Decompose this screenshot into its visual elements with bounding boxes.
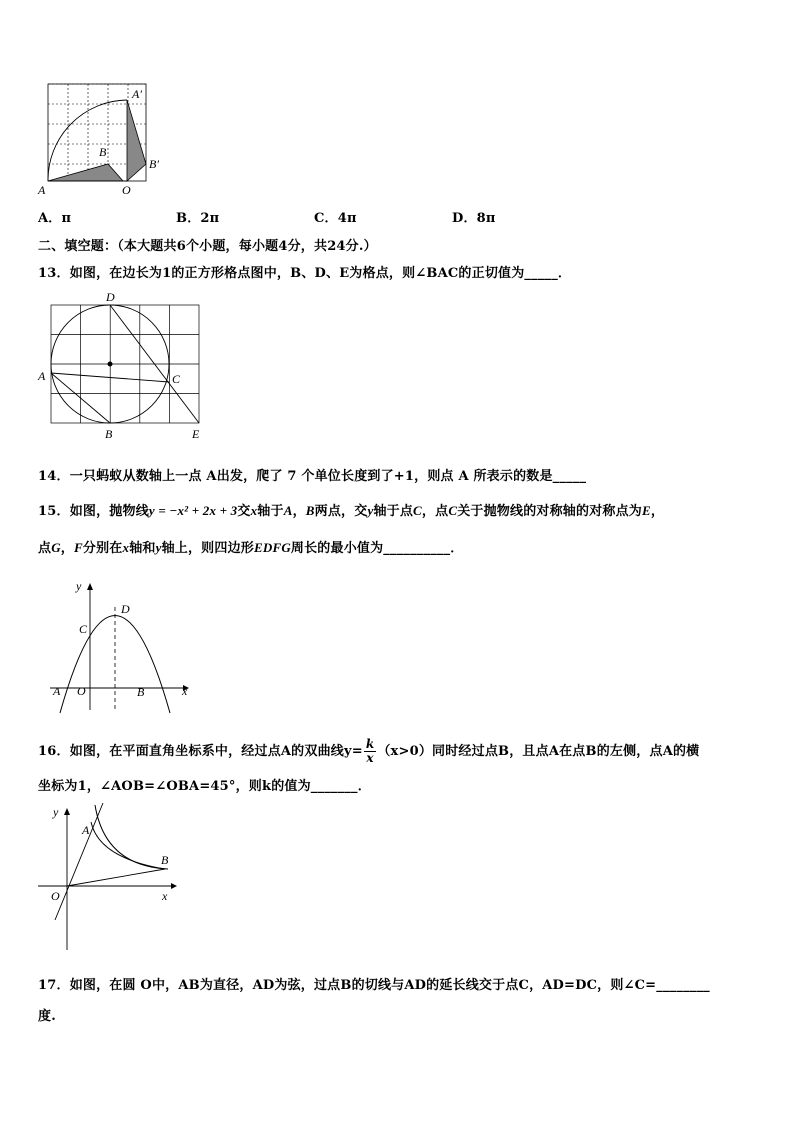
q15-quad-EDFG: EDFG [253,540,291,555]
q16-label-O: O [51,889,60,903]
q15-y-var-1: y [367,503,374,518]
q15-x-var-1: x [250,503,258,518]
q17-question-line1: 17．如图，在圆 O中，AB为直径，AD为弦，过点B的切线与AD的延长线交于点C，AD=DC，则∠C=________ [38,978,710,993]
q16-x-axis-arrow [171,883,177,889]
q15-text-mid6: 关于抛物线的对称轴的对称点为 [457,504,643,519]
q15-text2-mid1: 分别在 [82,541,123,556]
q12-option-b: B．2π [176,211,220,226]
q15-text-mid5: ，点 [421,504,449,519]
q15-point-G: G [51,540,61,555]
q13-label-E: E [192,427,200,441]
q15-question-line1 [38,500,664,519]
q16-y-axis-arrow [64,808,70,815]
q16-text-pre: 16．如图，在平面直角坐标系中，经过点A的双曲线y= [38,744,363,759]
q16-question-line2: 坐标为1，∠AOB=∠OBA=45°，则k的值为_______． [38,779,371,794]
q13-figure [38,288,208,443]
q15-sep: ， [292,504,306,519]
q12-label-A-prime: A′ [132,87,142,101]
q15-label-O: O [77,684,86,698]
q15-label-D: D [121,602,130,616]
q15-text-end: ， [650,504,665,519]
q15-text-mid2: 轴于 [257,504,284,519]
q12-label-A: A [38,183,46,197]
q15-label-B: B [137,685,145,699]
q15-text2-pre: 点 [38,541,52,556]
q13-label-D: D [106,290,115,304]
q16-frac-den: x [366,751,374,765]
q15-label-C: C [79,622,88,636]
q16-label-x: x [162,889,168,903]
q16-fraction [364,738,377,765]
q15-question-line2 [38,537,464,556]
q15-text-mid3: 两点，交 [314,504,368,519]
q15-label-x: x [182,684,188,698]
q12-arc [48,100,127,181]
q15-label-y: y [76,579,82,593]
q14-question: 14．一只蚂蚁从数轴上一点 A出发，爬了 7 个单位长度到了+1，则点 A 所表示的数是_____ [38,469,587,484]
q15-text2-mid2: 轴和 [129,541,156,556]
q15-text-mid1: 交 [237,504,251,519]
q15-y-var-2: y [155,540,162,555]
q12-option-d: D．8π [452,211,496,226]
q15-text2-end: 周长的最小值为__________． [290,541,464,556]
q16-hyperbola [95,805,168,869]
q12-label-B: B [99,145,107,159]
q15-point-E: E [642,503,651,518]
q15-text-pre: 15．如图，抛物线 [38,504,149,519]
q16-figure [33,800,183,955]
q12-figure [38,80,158,200]
q15-point-F: F [74,540,83,555]
q15-point-C-1: C [413,503,422,518]
q16-line-through-O [55,803,103,920]
q15-x-var-2: x [122,540,130,555]
q12-shaded-triangle-1 [48,164,123,181]
q15-y-axis-arrow [87,583,93,590]
q16-text-post: （x>0）同时经过点B，且点A在点B的左侧，点A的横 [377,744,700,759]
q16-line-OB [67,869,165,886]
q16-frac-num: k [365,737,375,751]
q17-question-line2: 度. [38,1009,56,1024]
q15-point-C-2: C [448,503,458,518]
q12-option-a: A．π [38,211,72,226]
q16-question-line1 [38,738,699,765]
section-heading-fill-blank: 二、填空题：（本大题共6个小题，每小题4分，共24分.） [38,239,377,254]
q13-grid [51,305,199,423]
q15-point-B: B [305,503,315,518]
q15-label-A: A [53,684,61,698]
q12-label-B-prime: B′ [149,157,159,171]
q12-label-O: O [122,183,131,197]
q15-text-mid4: 轴于点 [373,504,414,519]
q15-figure [45,575,195,715]
q12-option-c: C．4π [314,211,357,226]
q15-text2-mid3: 轴上，则四边形 [161,541,254,556]
q13-question: 13．如图，在边长为1的正方形格点图中，B、D、E为格点，则∠BAC的正切值为_____． [38,266,572,281]
q16-label-A: A [82,823,90,837]
q15-formula: y = −x² + 2x + 3 [148,503,238,518]
q13-center-point [108,362,113,367]
q13-label-C: C [172,372,181,386]
q15-sep2: ， [60,541,74,556]
q16-label-y: y [53,805,59,819]
q13-label-A: A [38,369,46,383]
q15-point-A: A [283,503,293,518]
q13-label-B: B [105,427,113,441]
q16-label-B: B [161,853,169,867]
q12-shaded-triangle-2 [127,100,146,181]
